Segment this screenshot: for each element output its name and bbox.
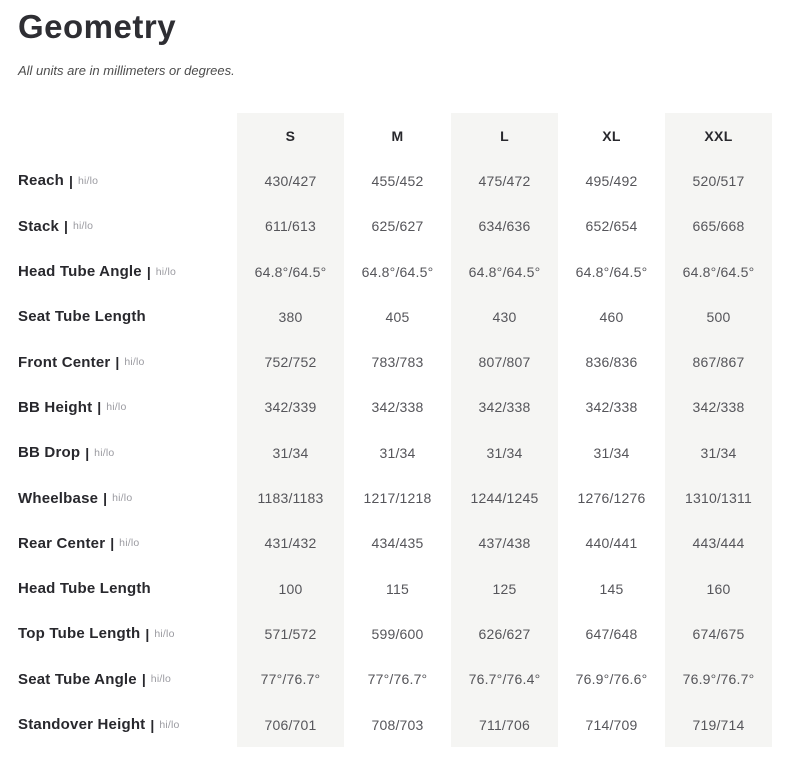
- row-label: [18, 430, 237, 475]
- row-label-text: Head Tube Angle: [18, 263, 142, 281]
- value-cell: 500: [665, 294, 772, 339]
- value-cell: 626/627: [451, 611, 558, 656]
- value-cell: 77°/76.7°: [237, 657, 344, 702]
- hilo-separator: |: [69, 172, 73, 189]
- value-cell: 342/338: [371, 399, 424, 416]
- value-cell: 76.9°/76.6°: [575, 671, 648, 688]
- value-cell: 1244/1245: [451, 475, 558, 520]
- value-cell: 1310/1311: [665, 475, 772, 520]
- value-cell: 867/867: [665, 339, 772, 384]
- value-cell: 115: [386, 580, 409, 597]
- value-cell: 1276/1276: [577, 490, 646, 507]
- row-label-text: Front Center: [18, 353, 111, 371]
- value-cell: 520/517: [665, 158, 772, 203]
- row-label: [18, 339, 237, 384]
- row-label: [18, 657, 237, 702]
- row-label-text: Head Tube Length: [18, 580, 151, 598]
- value-cell: 431/432: [237, 521, 344, 566]
- hilo-separator: |: [115, 354, 120, 371]
- row-label: [18, 158, 237, 203]
- value-cell: 64.8°/64.5°: [575, 263, 648, 280]
- value-cell: 652/654: [585, 218, 638, 235]
- value-cell: 77°/76.7°: [367, 671, 428, 688]
- row-label: [18, 566, 237, 611]
- column-header-l: L: [451, 113, 558, 158]
- row-label-text: Rear Center: [18, 534, 106, 552]
- column-header-xl: XL: [602, 127, 621, 144]
- value-cell: 342/338: [665, 385, 772, 430]
- value-cell: 145: [599, 580, 624, 597]
- value-cell: 76.7°/76.4°: [451, 657, 558, 702]
- value-cell: 31/34: [593, 444, 630, 461]
- row-label: [18, 521, 237, 566]
- value-cell: 571/572: [237, 611, 344, 656]
- row-label: [18, 249, 237, 294]
- hilo-label: hi/lo: [154, 627, 175, 640]
- row-label-text: Top Tube Length: [18, 625, 141, 643]
- value-cell: 100: [237, 566, 344, 611]
- table-corner-cell: [18, 113, 237, 158]
- value-cell: 64.8°/64.5°: [665, 249, 772, 294]
- column-header-s: S: [237, 113, 344, 158]
- value-cell: 495/492: [585, 172, 638, 189]
- hilo-label: hi/lo: [155, 265, 177, 278]
- row-label: [18, 385, 237, 430]
- value-cell: 783/783: [371, 354, 424, 371]
- value-cell: 807/807: [451, 339, 558, 384]
- hilo-separator: |: [64, 218, 68, 235]
- value-cell: 708/703: [371, 716, 424, 733]
- value-cell: 440/441: [585, 535, 638, 552]
- value-cell: 714/709: [585, 716, 638, 733]
- value-cell: 706/701: [237, 702, 344, 747]
- row-label: [18, 702, 237, 747]
- value-cell: 434/435: [371, 535, 424, 552]
- hilo-label: hi/lo: [124, 356, 145, 369]
- row-label: [18, 611, 237, 656]
- hilo-label: hi/lo: [159, 718, 180, 731]
- hilo-label: hi/lo: [77, 174, 99, 187]
- row-label-text: Standover Height: [18, 716, 146, 733]
- value-cell: 1183/1183: [237, 475, 344, 520]
- value-cell: 64.8°/64.5°: [451, 249, 558, 294]
- row-label-text: Wheelbase: [18, 489, 99, 507]
- value-cell: 455/452: [371, 172, 424, 189]
- value-cell: 76.9°/76.7°: [665, 657, 772, 702]
- value-cell: 64.8°/64.5°: [361, 263, 434, 280]
- value-cell: 342/339: [237, 385, 344, 430]
- value-cell: 437/438: [451, 521, 558, 566]
- value-cell: 719/714: [665, 702, 772, 747]
- value-cell: 430/427: [237, 158, 344, 203]
- hilo-separator: |: [146, 263, 151, 280]
- value-cell: 836/836: [585, 354, 638, 371]
- hilo-separator: |: [150, 716, 155, 733]
- value-cell: 599/600: [371, 625, 424, 642]
- hilo-separator: |: [97, 399, 102, 416]
- geometry-table: [18, 113, 772, 747]
- column-header-m: M: [391, 127, 404, 144]
- value-cell: 460: [599, 308, 624, 325]
- value-cell: 405: [385, 308, 410, 325]
- value-cell: 752/752: [237, 339, 344, 384]
- value-cell: 1217/1218: [363, 490, 432, 507]
- hilo-label: hi/lo: [119, 537, 140, 550]
- row-label: [18, 204, 237, 249]
- hilo-label: hi/lo: [150, 673, 172, 686]
- hilo-label: hi/lo: [112, 492, 133, 505]
- row-label-text: Reach: [18, 172, 65, 190]
- value-cell: 430: [451, 294, 558, 339]
- value-cell: 674/675: [665, 611, 772, 656]
- hilo-label: hi/lo: [94, 446, 115, 459]
- units-note: All units are in millimeters or degrees.: [18, 63, 235, 78]
- value-cell: 31/34: [665, 430, 772, 475]
- hilo-separator: |: [141, 671, 146, 688]
- hilo-separator: |: [110, 535, 115, 552]
- row-label-text: BB Drop: [18, 444, 81, 462]
- row-label: [18, 475, 237, 520]
- hilo-label: hi/lo: [72, 220, 94, 233]
- value-cell: 31/34: [379, 444, 416, 461]
- value-cell: 160: [665, 566, 772, 611]
- value-cell: 443/444: [665, 521, 772, 566]
- value-cell: 380: [237, 294, 344, 339]
- value-cell: 634/636: [451, 204, 558, 249]
- value-cell: 125: [451, 566, 558, 611]
- value-cell: 31/34: [237, 430, 344, 475]
- value-cell: 342/338: [451, 385, 558, 430]
- value-cell: 64.8°/64.5°: [237, 249, 344, 294]
- value-cell: 342/338: [585, 399, 638, 416]
- row-label-text: BB Height: [18, 398, 93, 416]
- row-label-text: Seat Tube Angle: [18, 670, 137, 688]
- row-label-text: Stack: [18, 217, 60, 235]
- hilo-separator: |: [85, 444, 90, 461]
- column-header-xxl: XXL: [665, 113, 772, 158]
- row-label: [18, 294, 237, 339]
- value-cell: 475/472: [451, 158, 558, 203]
- hilo-separator: |: [145, 625, 150, 642]
- row-label-text: Seat Tube Length: [18, 308, 146, 326]
- page-title: Geometry: [18, 8, 177, 45]
- value-cell: 611/613: [237, 204, 344, 249]
- hilo-separator: |: [103, 490, 108, 507]
- value-cell: 31/34: [451, 430, 558, 475]
- value-cell: 647/648: [585, 625, 638, 642]
- hilo-label: hi/lo: [106, 401, 127, 414]
- value-cell: 711/706: [451, 702, 558, 747]
- value-cell: 665/668: [665, 204, 772, 249]
- value-cell: 625/627: [371, 218, 424, 235]
